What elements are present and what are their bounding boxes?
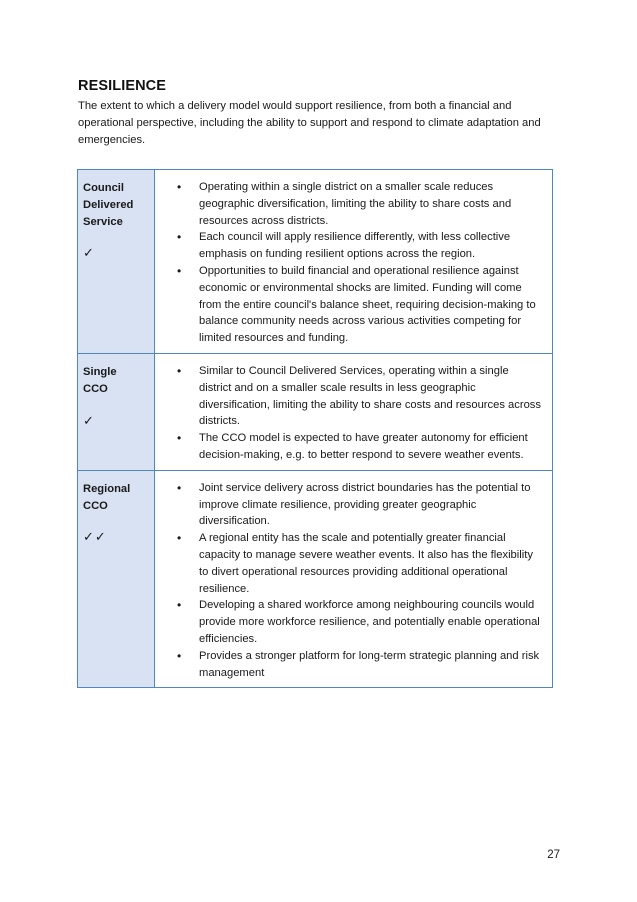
bullet-point: • Similar to Council Delivered Services, operating within a single district and on a smaller scale results in less geographic diversification, limiting the ability to share costs and resources across districts. bbox=[177, 363, 544, 430]
bullet-point: • Provides a stronger platform for long-term strategic planning and risk management bbox=[177, 648, 544, 682]
option-row-regional-cco bbox=[78, 470, 553, 688]
page-number: 27 bbox=[547, 849, 560, 861]
option-label-cell bbox=[78, 470, 155, 688]
bullet-point: • The CCO model is expected to have greater autonomy for efficient decision-making, e.g. to better respond to severe weather events. bbox=[177, 430, 544, 464]
bullet-point: • Operating within a single district on a smaller scale reduces geographic diversification, limiting the ability to share costs and resources across districts. bbox=[177, 179, 544, 229]
section-title: RESILIENCE bbox=[78, 78, 167, 94]
bullet-point: • Developing a shared workforce among neighbouring councils would provide more workforce resilience, and potentially enable operational efficiencies. bbox=[177, 597, 544, 647]
bullet-list bbox=[177, 363, 544, 464]
option-label: Council Delivered Service bbox=[83, 182, 134, 228]
rating-checkmark-icon: ✓ bbox=[83, 246, 95, 262]
rating-checkmark-icon: ✓ bbox=[83, 413, 95, 429]
section-intro: The extent to which a delivery model would support resilience, from both a financial and operational perspective, including the ability to support and respond to climate adaptation and emergencies. bbox=[78, 100, 541, 146]
option-label-cell bbox=[78, 170, 155, 354]
bullet-list bbox=[177, 179, 544, 347]
option-label-cell bbox=[78, 353, 155, 470]
bullet-point: • Joint service delivery across district boundaries has the potential to improve climate resilience, providing greater geographic diversification. bbox=[177, 480, 544, 530]
bullet-list bbox=[177, 480, 544, 682]
resilience-section bbox=[78, 78, 558, 148]
delivery-model-table-body bbox=[78, 170, 553, 688]
delivery-model-table bbox=[77, 169, 553, 688]
option-points-cell bbox=[155, 170, 553, 354]
bullet-point: • Each council will apply resilience differently, with less collective emphasis on funding resilient options across the region. bbox=[177, 229, 544, 263]
rating-checkmark-icon: ✓✓ bbox=[83, 530, 107, 546]
option-row-single-cco bbox=[78, 353, 553, 470]
option-label: Regional CCO bbox=[83, 482, 131, 512]
bullet-point: • Opportunities to build financial and operational resilience against economic or environmental shocks are limited. Funding will come from the entire council's balance sheet, requiring decision-making to balance community needs across various activities competing for limited resources and funding. bbox=[177, 263, 544, 347]
option-label: Single CCO bbox=[83, 365, 117, 395]
option-row-council-delivered-service bbox=[78, 170, 553, 354]
bullet-point: • A regional entity has the scale and potentially greater financial capacity to manage severe weather events. It also has the flexibility to divert operational resources providing additional operational resilience. bbox=[177, 530, 544, 597]
option-points-cell bbox=[155, 353, 553, 470]
option-points-cell bbox=[155, 470, 553, 688]
